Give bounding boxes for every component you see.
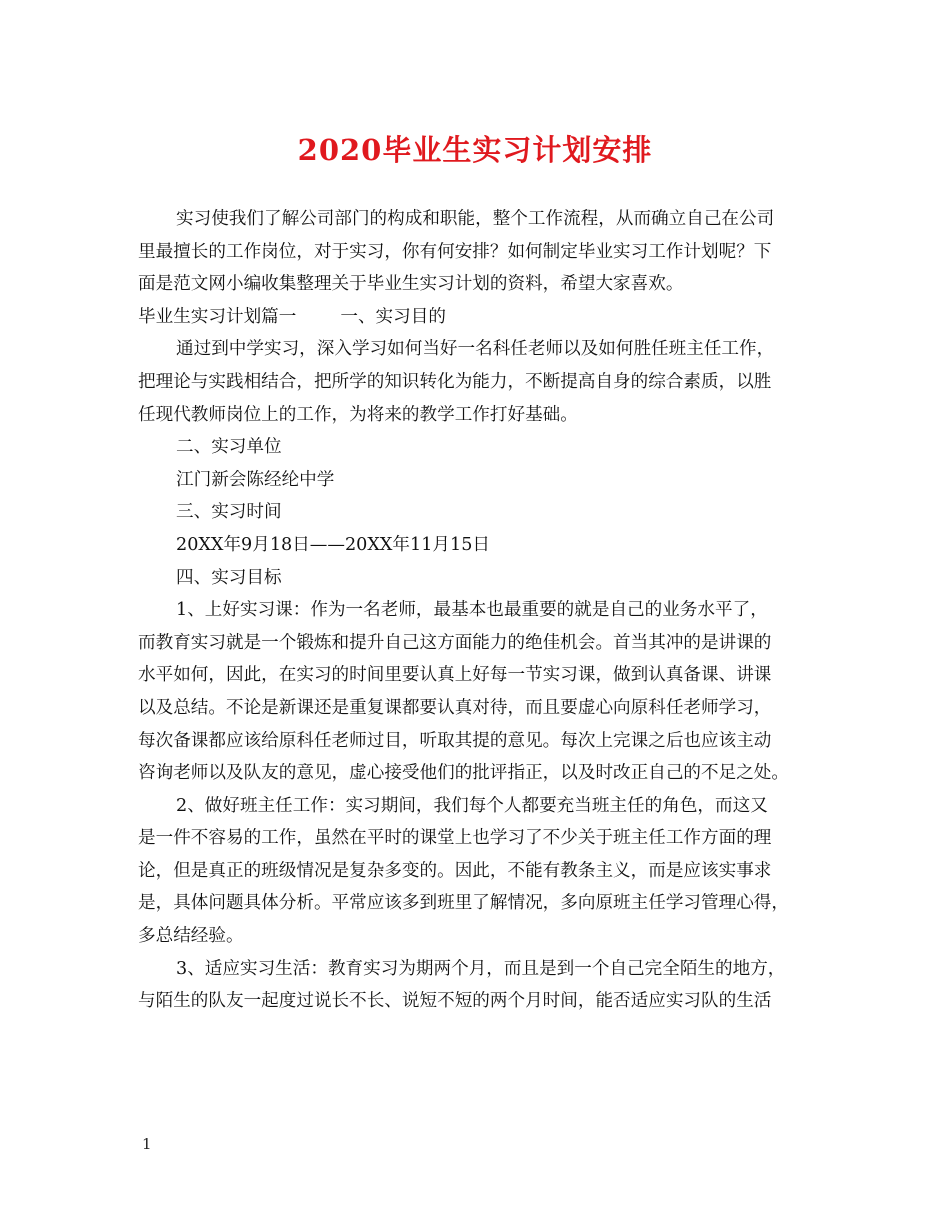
paragraph-line: 1、上好实习课：作为一名老师，最基本也最重要的就是自己的业务水平了， (176, 600, 768, 621)
paragraph-line: 20XX年9月18日——20XX年11月15日 (176, 534, 490, 555)
paragraph-line: 每次备课都应该给原科任老师过目，听取其提的意见。每次上完课之后也应该主动 (138, 730, 772, 751)
section-subheading: 二、实习单位 (176, 437, 282, 458)
paragraph-line: 把理论与实践相结合，把所学的知识转化为能力，不断提高自身的综合素质，以胜 (138, 371, 772, 392)
paragraph-line: 通过到中学实习，深入学习如何当好一名科任老师以及如何胜任班主任工作， (176, 339, 775, 360)
page-number: 1 (142, 1135, 152, 1153)
paragraph-line: 与陌生的队友一起度过说长不长、说短不短的两个月时间，能否适应实习队的生活 (138, 991, 772, 1012)
paragraph-line: 3、适应实习生活：教育实习为期两个月，而且是到一个自己完全陌生的地方， (176, 958, 786, 979)
paragraph-line: 是，具体问题具体分析。平常应该多到班里了解情况，多向原班主任学习管理心得， (138, 893, 789, 914)
paragraph-line: 里最擅长的工作岗位，对于实习，你有何安排？如何制定毕业实习工作计划呢？下 (138, 241, 772, 262)
document-title: 2020毕业生实习计划安排 (297, 133, 653, 167)
document-body (138, 203, 828, 1018)
paragraph-line: 2、做好班主任工作：实习期间，我们每个人都要充当班主任的角色，而这又 (176, 795, 768, 816)
paragraph-line: 而教育实习就是一个锻炼和提升自己这方面能力的绝佳机会。首当其冲的是讲课的 (138, 632, 772, 653)
paragraph-line: 水平如何，因此，在实习的时间里要认真上好每一节实习课，做到认真备课、讲课 (138, 665, 772, 686)
paragraph-line: 江门新会陈经纶中学 (176, 469, 335, 490)
paragraph-line: 咨询老师以及队友的意见，虚心接受他们的批评指正，以及时改正自己的不足之处。 (138, 763, 789, 784)
paragraph-line: 多总结经验。 (138, 926, 244, 947)
paragraph-line: 实习使我们了解公司部门的构成和职能，整个工作流程，从而确立自己在公司 (176, 209, 775, 229)
section-subheading: 三、实习时间 (176, 502, 282, 523)
paragraph-line: 任现代教师岗位上的工作，为将来的教学工作打好基础。 (138, 404, 578, 425)
section-heading-line (138, 301, 828, 334)
paragraph-line: 是一件不容易的工作，虽然在平时的课堂上也学习了不少关于班主任工作方面的理 (138, 828, 772, 849)
section-subheading: 一、实习目的 (340, 306, 446, 327)
paragraph-line: 论，但是真正的班级情况是复杂多变的。因此，不能有教条主义，而是应该实事求 (138, 860, 772, 881)
paragraph-line: 以及总结。不论是新课还是重复课都要认真对待，而且要虚心向原科任老师学习， (138, 697, 772, 718)
paragraph-line: 面是范文网小编收集整理关于毕业生实习计划的资料，希望大家喜欢。 (138, 274, 684, 295)
section-heading: 毕业生实习计划篇一 (138, 306, 297, 327)
section-subheading: 四、实习目标 (176, 567, 282, 588)
